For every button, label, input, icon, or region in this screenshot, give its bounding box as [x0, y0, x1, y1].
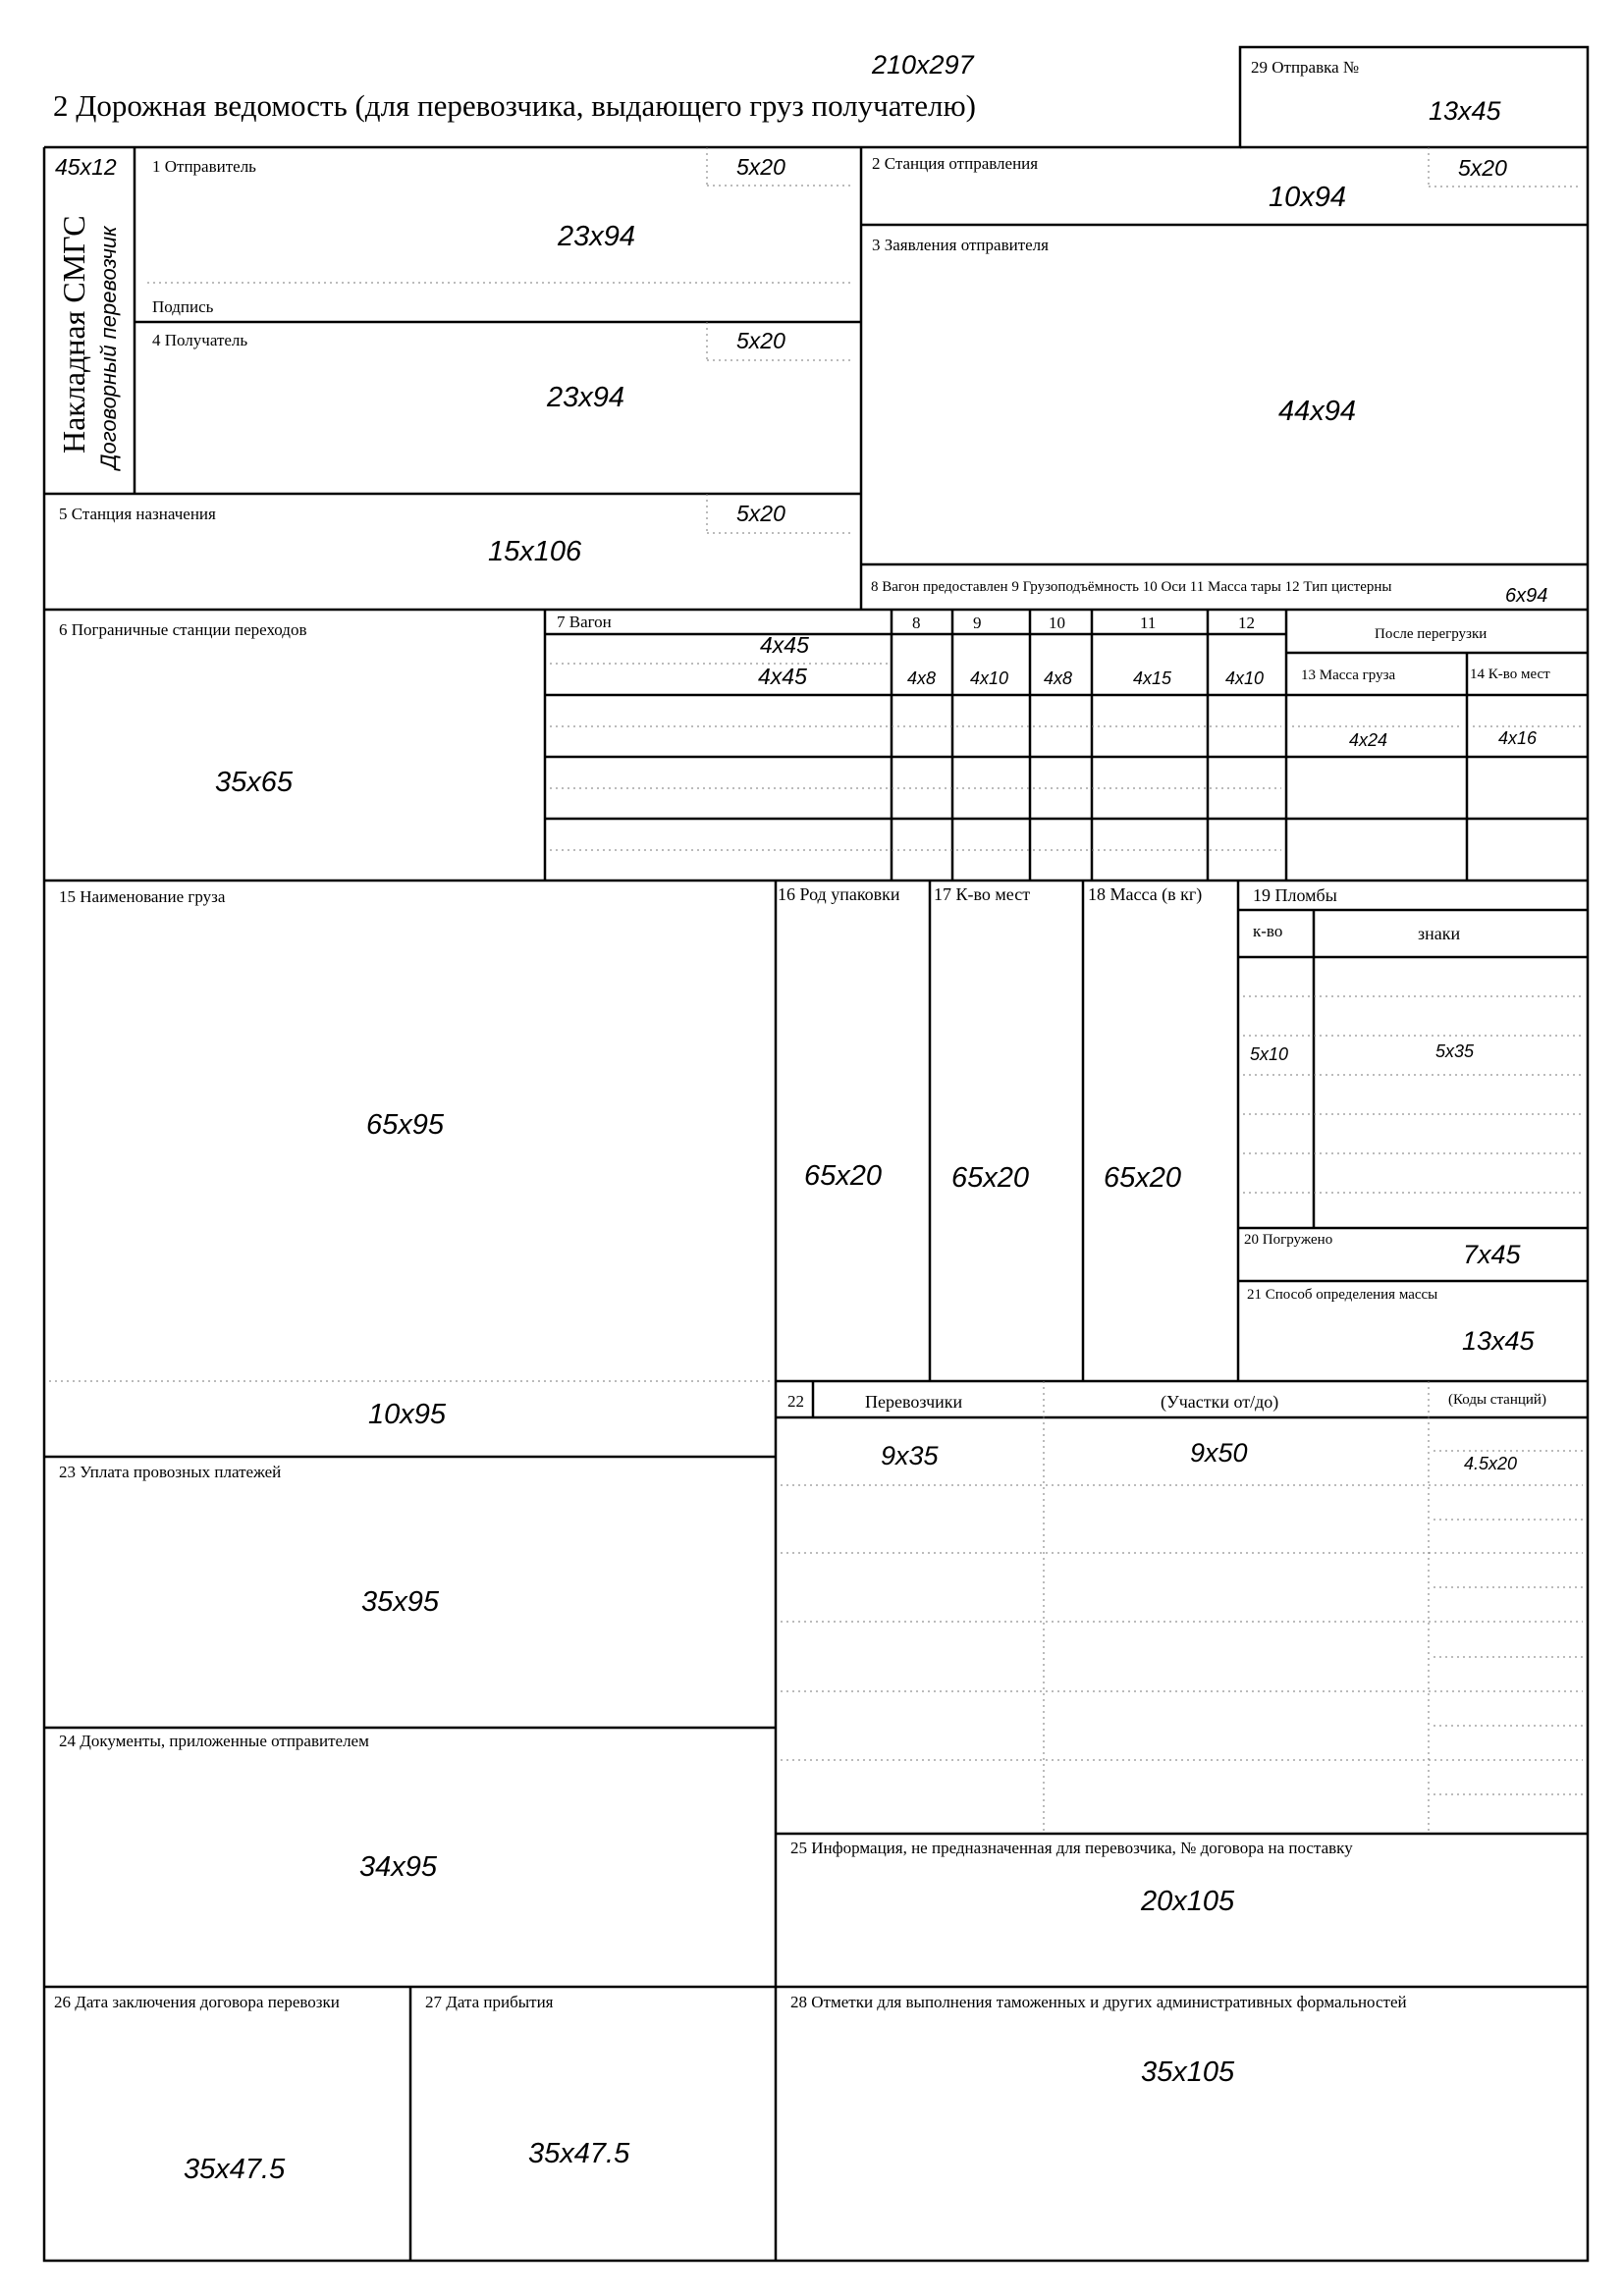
- wagon-col-11: 11: [1140, 614, 1157, 632]
- f22-sections-size: 9x50: [1190, 1438, 1248, 1468]
- f25-label: 25 Информация, не предназначенная для перевозчика, № договора на поставку: [790, 1839, 1353, 1857]
- f16-size: 65x20: [804, 1160, 883, 1192]
- wagon-8-size: 4x8: [907, 668, 937, 688]
- wagon-col-7: 7 Вагон: [557, 613, 612, 631]
- f6-label: 6 Пограничные станции переходов: [59, 620, 307, 639]
- f3-label: 3 Заявления отправителя: [872, 236, 1049, 254]
- f14-size: 4x16: [1498, 728, 1538, 748]
- f19-qty-size: 5x10: [1250, 1044, 1289, 1064]
- f26-size: 35x47.5: [184, 2154, 286, 2185]
- f26-label: 26 Дата заключения договора перевозки: [54, 1993, 340, 2011]
- f5-label: 5 Станция назначения: [59, 505, 216, 523]
- f27-label: 27 Дата прибытия: [425, 1993, 554, 2011]
- side-size: 45x12: [55, 154, 117, 180]
- wagon-9-size: 4x10: [970, 668, 1009, 688]
- f6-size: 35x65: [215, 767, 294, 798]
- f18-size: 65x20: [1104, 1162, 1182, 1194]
- f16-label: 16 Род упаковки: [778, 884, 900, 904]
- wagon-11-size: 4x15: [1133, 668, 1172, 688]
- f19-signs-size: 5x35: [1435, 1041, 1475, 1061]
- f13-size: 4x24: [1349, 730, 1388, 750]
- f28-size: 35x105: [1141, 2056, 1235, 2088]
- f25-size: 20x105: [1141, 1886, 1235, 1917]
- wagon-7b-size: 4x45: [758, 664, 807, 689]
- f1-code-size: 5x20: [736, 154, 785, 180]
- wagon-12-size: 4x10: [1225, 668, 1265, 688]
- f22-number: 22: [787, 1392, 804, 1411]
- wagon-col-8: 8: [912, 614, 921, 632]
- f24-label: 24 Документы, приложенные отправителем: [59, 1732, 369, 1750]
- f20-label: 20 Погружено: [1244, 1232, 1333, 1248]
- f8-12-labels: 8 Вагон предоставлен 9 Грузоподъёмность 10 Оси 11 Масса тары 12 Тип цистерны: [871, 579, 1392, 595]
- f4-code-size: 5x20: [736, 328, 785, 353]
- f2-code-size: 5x20: [1458, 155, 1507, 181]
- f13-label: 13 Масса груза: [1301, 667, 1396, 683]
- f17-label: 17 К-во мест: [934, 884, 1031, 904]
- f17-size: 65x20: [951, 1162, 1030, 1194]
- f21-size: 13x45: [1462, 1326, 1535, 1356]
- f1-size: 23x94: [558, 221, 636, 252]
- f22-sections-label: (Участки от/до): [1161, 1392, 1279, 1412]
- f29-label: 29 Отправка №: [1251, 58, 1360, 77]
- f22-codes-label: (Коды станций): [1448, 1392, 1546, 1408]
- f2-size: 10x94: [1269, 182, 1347, 213]
- f19-label: 19 Пломбы: [1253, 885, 1337, 905]
- f18-label: 18 Масса (в кг): [1088, 884, 1203, 904]
- page-size: 210x297: [872, 50, 974, 80]
- form-title: 2 Дорожная ведомость (для перевозчика, выдающего груз получателю): [53, 88, 976, 123]
- f1-label: 1 Отправитель: [152, 157, 256, 176]
- f22-codes-size: 4.5x20: [1464, 1454, 1518, 1473]
- f5-code-size: 5x20: [736, 501, 785, 526]
- f4-size: 23x94: [547, 382, 625, 413]
- f15-label: 15 Наименование груза: [59, 887, 226, 906]
- f27-size: 35x47.5: [528, 2138, 630, 2169]
- f21-label: 21 Способ определения массы: [1247, 1287, 1438, 1303]
- f23-size: 35x95: [361, 1586, 440, 1618]
- f29-size: 13x45: [1429, 96, 1501, 126]
- f19-signs-label: знаки: [1418, 924, 1461, 943]
- f15-size: 65x95: [366, 1109, 445, 1141]
- after-transshipment-label: После перегрузки: [1375, 626, 1488, 642]
- f24-size: 34x95: [359, 1851, 438, 1883]
- f20-size: 7x45: [1463, 1240, 1521, 1269]
- wagon-col-10: 10: [1049, 614, 1065, 632]
- f4-label: 4 Получатель: [152, 331, 248, 349]
- f22-carriers-size: 9x35: [881, 1441, 939, 1470]
- side-title: Накладная СМГС: [56, 215, 91, 454]
- f1-sign-label: Подпись: [152, 297, 214, 316]
- wagon-col-12: 12: [1238, 614, 1255, 632]
- wagon-7a-size: 4x45: [760, 632, 809, 658]
- f14-label: 14 К-во мест: [1470, 667, 1550, 682]
- f5-size: 15x106: [488, 536, 582, 567]
- wagon-col-9: 9: [973, 614, 982, 632]
- f2-label: 2 Станция отправления: [872, 154, 1039, 173]
- f19-qty-label: к-во: [1253, 922, 1283, 940]
- side-subtitle: Договорный перевозчик: [96, 226, 121, 469]
- f22-carriers-label: Перевозчики: [865, 1392, 963, 1412]
- f8-12-size: 6x94: [1505, 585, 1548, 607]
- f15-size-2: 10x95: [368, 1399, 447, 1430]
- f23-label: 23 Уплата провозных платежей: [59, 1463, 282, 1481]
- f3-size: 44x94: [1278, 396, 1357, 427]
- f28-label: 28 Отметки для выполнения таможенных и других административных формальностей: [790, 1993, 1407, 2011]
- wagon-10-size: 4x8: [1044, 668, 1073, 688]
